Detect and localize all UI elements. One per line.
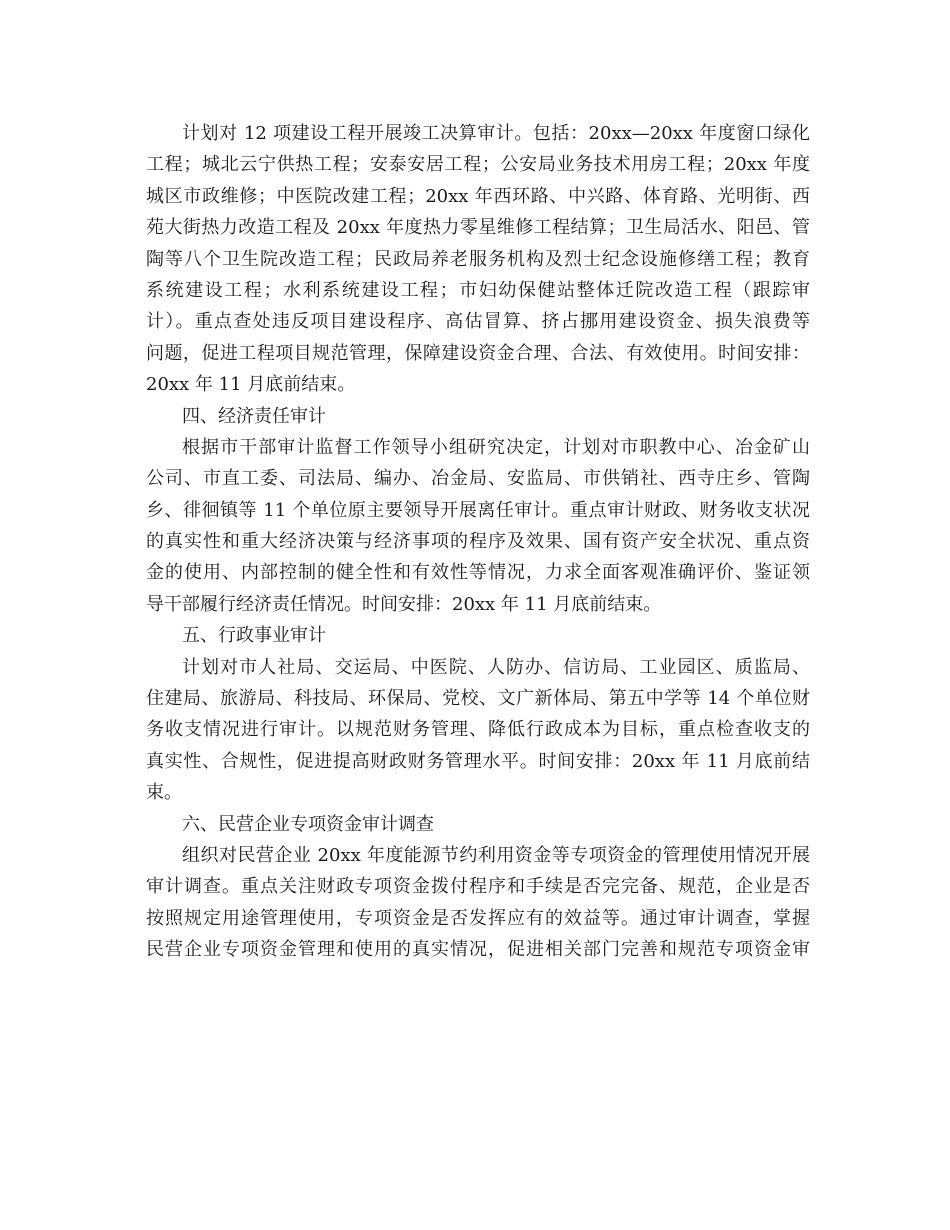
text-line: 的真实性和重大经济决策与经济事项的程序及效果、国有资产安全状况、重点资 [146, 531, 810, 553]
text-line: 根据市干部审计监督工作领导小组研究决定，计划对市职教中心、冶金矿山 [182, 436, 810, 458]
text-line: 20xx 年 11 月底前结束。 [146, 374, 356, 396]
text-line: 民营企业专项资金管理和使用的真实情况，促进相关部门完善和规范专项资金审 [146, 939, 810, 961]
text-line: 苑大街热力改造工程及 20xx 年度热力零星维修工程结算；卫生局活水、阳邑、管 [146, 217, 810, 239]
text-line: 金的使用、内部控制的健全性和有效性等情况，力求全面客观准确评价、鉴证领 [146, 562, 810, 584]
text-line: 城区市政维修；中医院改建工程；20xx 年西环路、中兴路、体育路、光明街、西 [146, 185, 810, 207]
text-line: 计）。重点查处违反项目建设程序、高估冒算、挤占挪用建设资金、损失浪费等 [146, 311, 810, 333]
text-line: 公司、市直工委、司法局、编办、冶金局、安监局、市供销社、西寺庄乡、管陶 [146, 468, 810, 490]
text-line: 真实性、合规性，促进提高财政财务管理水平。时间安排：20xx 年 11 月底前结 [146, 750, 810, 772]
text-line: 组织对民营企业 20xx 年度能源节约利用资金等专项资金的管理使用情况开展 [182, 844, 810, 866]
text-line: 审计调查。重点关注财政专项资金拨付程序和手续是否完完备、规范，企业是否 [146, 876, 810, 898]
text-line: 住建局、旅游局、科技局、环保局、党校、文广新体局、第五中学等 14 个单位财 [146, 688, 810, 710]
text-line: 务收支情况进行审计。以规范财务管理、降低行政成本为目标，重点检查收支的 [146, 719, 810, 741]
text-line: 问题，促进工程项目规范管理，保障建设资金合理、合法、有效使用。时间安排： [146, 342, 810, 364]
text-line: 导干部履行经济责任情况。时间安排：20xx 年 11 月底前结束。 [146, 593, 662, 615]
text-line: 束。 [146, 782, 182, 804]
section-heading: 六、民营企业专项资金审计调查 [182, 813, 434, 835]
text-line: 计划对 12 项建设工程开展竣工决算审计。包括：20xx—20xx 年度窗口绿化 [182, 123, 810, 144]
text-line: 系统建设工程；水利系统建设工程；市妇幼保健站整体迁院改造工程（跟踪审 [146, 279, 810, 301]
text-line: 按照规定用途管理使用，专项资金是否发挥应有的效益等。通过审计调查，掌握 [146, 907, 810, 929]
section-heading: 五、行政事业审计 [182, 625, 326, 647]
document-body [146, 118, 810, 966]
text-line: 陶等八个卫生院改造工程；民政局养老服务机构及烈士纪念设施修缮工程；教育 [146, 248, 810, 270]
text-line: 计划对市人社局、交运局、中医院、人防办、信访局、工业园区、质监局、 [182, 656, 810, 678]
text-line: 乡、徘徊镇等 11 个单位原主要领导开展离任审计。重点审计财政、财务收支状况 [146, 499, 810, 521]
text-line: 工程；城北云宁供热工程；安泰安居工程；公安局业务技术用房工程；20xx 年度 [146, 154, 810, 176]
section-heading: 四、经济责任审计 [182, 405, 326, 427]
